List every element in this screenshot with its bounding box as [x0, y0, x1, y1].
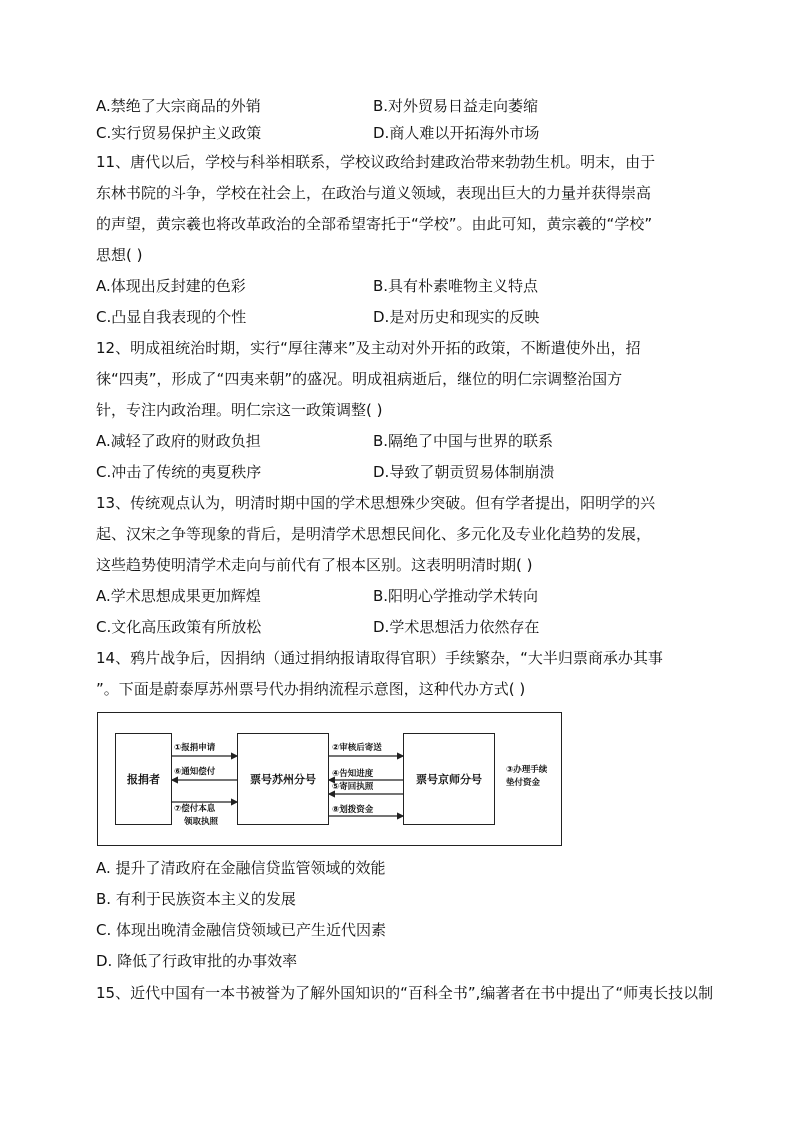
q12-option-c: C.冲击了传统的夷夏秩序 — [96, 463, 262, 481]
q13-option-d: D.学术思想活力依然存在 — [373, 618, 540, 636]
label-step4: ④告知进度 — [332, 769, 374, 779]
q11-option-a: A.体现出反封建的色彩 — [96, 277, 246, 295]
label-step1: ①报捐申请 — [174, 743, 216, 753]
q14-stem-line-2: ”。下面是蔚泰厚苏州票号代办捐纳流程示意图，这种代办方式( ) — [96, 680, 526, 698]
q11-option-b: B.具有朴素唯物主义特点 — [373, 277, 539, 295]
label-step5: ⑤寄回执照 — [332, 782, 374, 792]
q13-option-c: C.文化高压政策有所放松 — [96, 618, 262, 636]
q12-option-a: A.减轻了政府的财政负担 — [96, 432, 261, 450]
q13-option-b: B.阳明心学推动学术转向 — [373, 587, 539, 605]
q13-stem-line-2: 起、汉宋之争等现象的背后，是明清学术思想民间化、多元化及专业化趋势的发展， — [96, 525, 652, 543]
q13-stem-line-3: 这些趋势使明清学术走向与前代有了根本区别。这表明明清时期( ) — [96, 556, 533, 574]
q15-stem-line-1: 15、近代中国有一本书被誉为了解外国知识的“百科全书”,编著者在书中提出了“师夷长技以制 — [96, 984, 714, 1002]
jingshi-branch-box: 票号京师分号 — [403, 733, 495, 825]
label-step7: ⑦偿付本息 — [174, 804, 216, 814]
label-step2: ②审核后寄送 — [332, 743, 382, 753]
q12-stem-line-2: 徕“四夷”，形成了“四夷来朝”的盛况。明成祖病逝后，继位的明仁宗调整治国方 — [96, 370, 623, 388]
q11-option-d: D.是对历史和现实的反映 — [373, 308, 540, 326]
q13-stem-line-1: 13、传统观点认为，明清时期中国的学术思想殊少突破。但有学者提出，阳明学的兴 — [96, 494, 656, 512]
q11-stem-line-2: 东林书院的斗争，学校在社会上，在政治与道义领域，表现出巨大的力量并获得崇高 — [96, 184, 652, 202]
q14-option-c: C. 体现出晚清金融信贷领域已产生近代因素 — [96, 921, 387, 939]
q14-option-a: A. 提升了清政府在金融信贷监管领域的效能 — [96, 859, 386, 877]
q14-stem-line-1: 14、鸦片战争后，因捐纳（通过捐纳报请取得官职）手续繁杂，“大半归票商承办其事 — [96, 649, 663, 667]
q10-option-b: B.对外贸易日益走向萎缩 — [373, 97, 539, 115]
q10-option-c: C.实行贸易保护主义政策 — [96, 124, 262, 142]
q14-option-b: B. 有利于民族资本主义的发展 — [96, 890, 296, 908]
q10-option-a: A.禁绝了大宗商品的外销 — [96, 97, 261, 115]
q12-stem-line-1: 12、明成祖统治时期，实行“厚往薄来”及主动对外开拓的政策，不断遣使外出，招 — [96, 339, 641, 357]
label-step6: ⑥通知偿付 — [174, 767, 216, 777]
label-step3: ③办理手续 — [506, 765, 548, 775]
q12-option-d: D.导致了朝贡贸易体制崩溃 — [373, 463, 555, 481]
q10-option-d: D.商人难以开拓海外市场 — [373, 124, 540, 142]
q11-stem-line-1: 11、唐代以后，学校与科举相联系，学校议政给封建政治带来勃勃生机。明末，由于 — [96, 153, 656, 171]
q11-stem-line-3: 的声望，黄宗羲也将改革政治的全部希望寄托于“学校”。由此可知，黄宗羲的“学校” — [96, 215, 653, 233]
q14-option-d: D. 降低了行政审批的办事效率 — [96, 952, 298, 970]
q11-option-c: C.凸显自我表现的个性 — [96, 308, 247, 326]
label-step7b: 领取执照 — [184, 817, 219, 827]
q12-stem-line-3: 针，专注内政治理。明仁宗这一政策调整( ) — [96, 401, 383, 419]
q11-stem-line-4: 思想( ) — [96, 246, 143, 264]
label-step8: ⑧划拨资金 — [332, 805, 374, 815]
flow-diagram — [97, 712, 562, 846]
q12-option-b: B.隔绝了中国与世界的联系 — [373, 432, 554, 450]
donor-box: 报捐者 — [115, 733, 172, 825]
q13-option-a: A.学术思想成果更加辉煌 — [96, 587, 261, 605]
suzhou-branch-box: 票号苏州分号 — [237, 733, 329, 825]
label-step3b: 垫付资金 — [506, 778, 541, 788]
